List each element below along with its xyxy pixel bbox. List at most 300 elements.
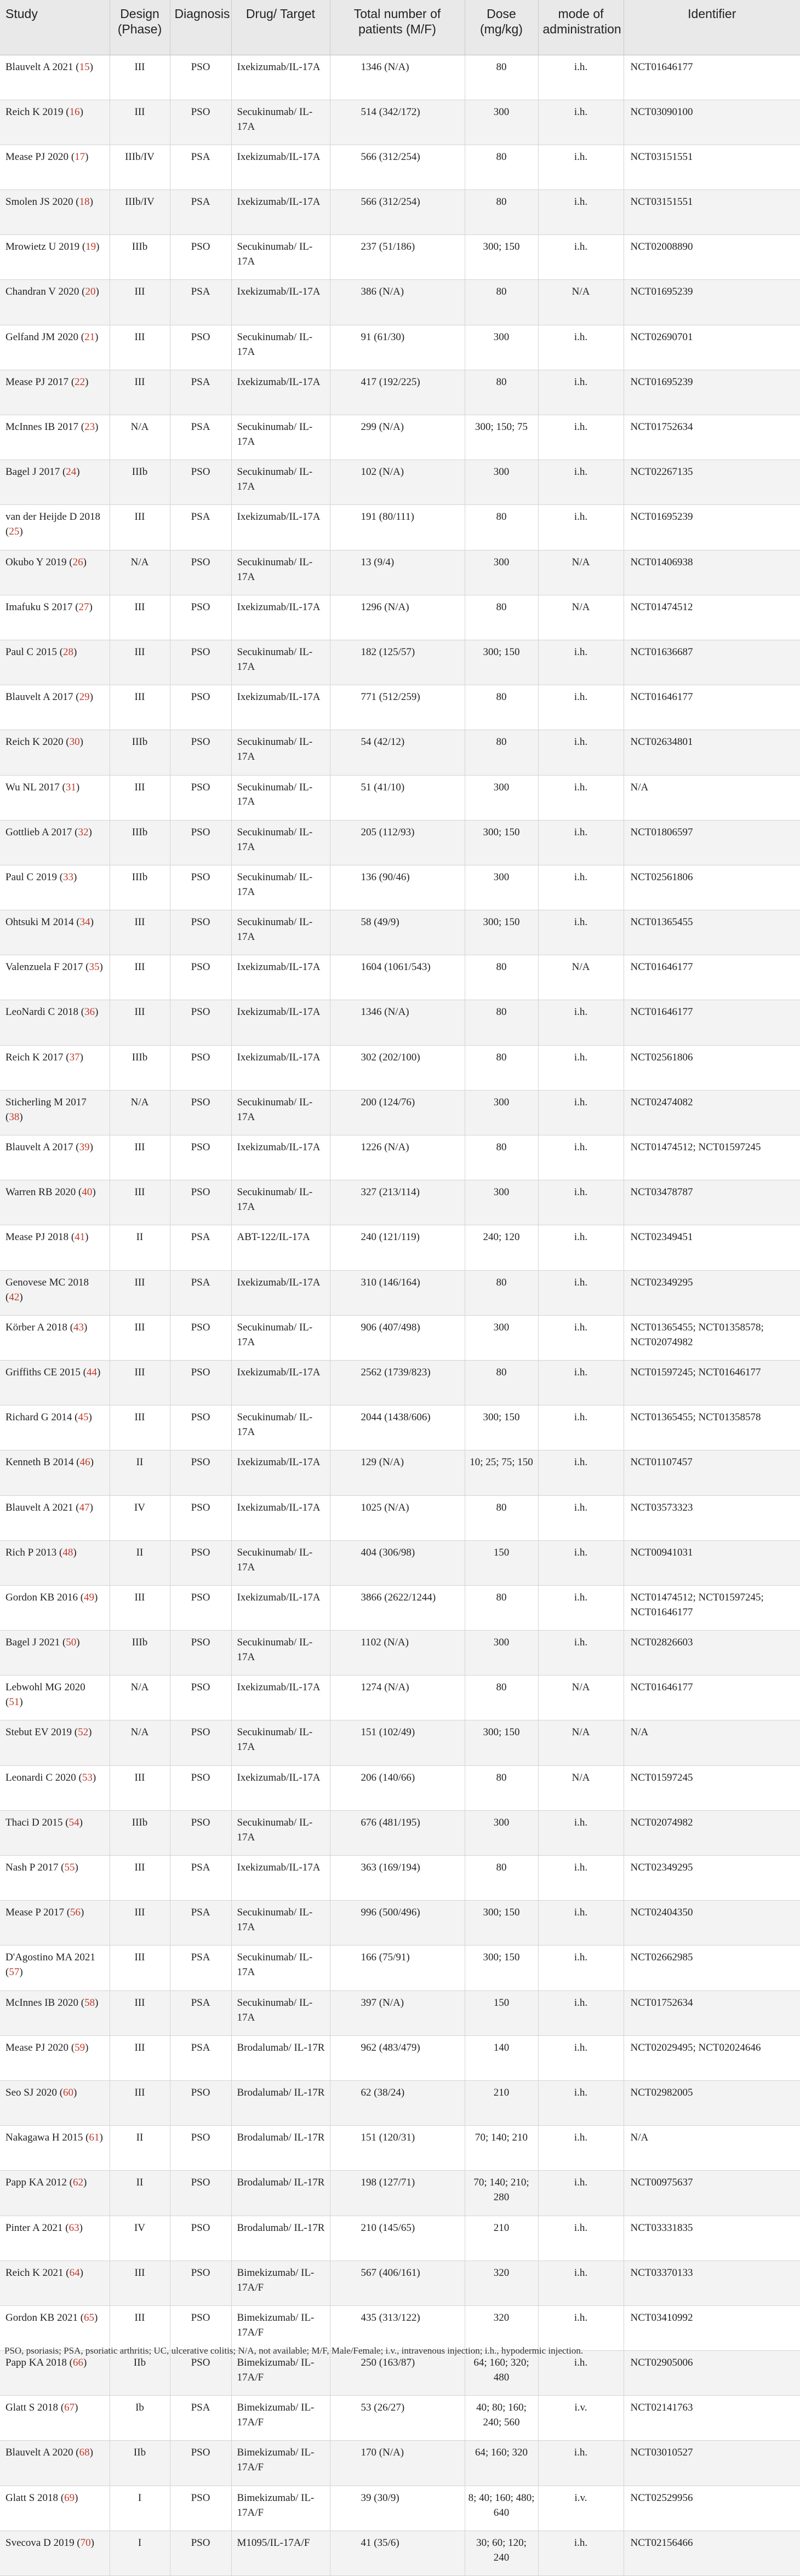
drug-target-cell: Secukinumab/ IL-17A <box>231 235 330 280</box>
administration-mode-cell: i.h. <box>538 1360 624 1405</box>
administration-mode-cell: N/A <box>538 1676 624 1720</box>
drug-target-cell: Secukinumab/ IL-17A <box>231 550 330 595</box>
study-name: Blauvelt A 2017 <box>5 1141 73 1153</box>
reference-link[interactable]: 66 <box>72 2357 83 2369</box>
total-patients-cell: 417 (192/225) <box>330 370 465 415</box>
administration-mode-cell: i.h. <box>538 145 624 190</box>
reference-link[interactable]: 42 <box>9 1291 20 1303</box>
identifier-cell: NCT01474512; NCT01597245; NCT01646177 <box>624 1585 800 1630</box>
table-row <box>0 1045 800 1090</box>
study-cell: McInnes IB 2020 (58) <box>0 1990 110 2035</box>
design-cell: III <box>110 505 170 550</box>
study-name: Körber A 2018 <box>5 1321 67 1333</box>
total-patients-cell: 200 (124/76) <box>330 1090 465 1135</box>
total-patients-cell: 906 (407/498) <box>330 1315 465 1360</box>
study-name: Imafuku S 2017 <box>5 601 73 613</box>
identifier-cell: NCT02905006 <box>624 2351 800 2396</box>
identifier-cell: NCT01646177 <box>624 1676 800 1720</box>
reference-link[interactable]: 41 <box>75 1231 85 1243</box>
diagnosis-cell: PSA <box>170 1270 231 1315</box>
table-row <box>0 820 800 865</box>
study-cell: Rich P 2013 (48) <box>0 1540 110 1585</box>
identifier-cell: NCT02156466 <box>624 2531 800 2575</box>
dose-cell: 210 <box>465 2080 538 2125</box>
administration-mode-cell: i.h. <box>538 2171 624 2216</box>
drug-target-cell: Ixekizumab/IL-17A <box>231 685 330 730</box>
diagnosis-cell: PSO <box>170 1765 231 1810</box>
reference-link[interactable]: 18 <box>79 196 90 208</box>
reference-link[interactable]: 48 <box>62 1546 73 1558</box>
reference-link[interactable]: 38 <box>9 1111 20 1123</box>
study-name: Warren RB 2020 <box>5 1186 76 1198</box>
reference-link[interactable]: 39 <box>79 1141 90 1153</box>
table-row <box>0 1901 800 1946</box>
identifier-cell: NCT03370133 <box>624 2261 800 2305</box>
design-cell: III <box>110 955 170 1000</box>
table-row <box>0 370 800 415</box>
design-cell: IIIb/IV <box>110 145 170 190</box>
dose-cell: 300 <box>465 1810 538 1855</box>
study-cell: Ohtsuki M 2014 (34) <box>0 910 110 955</box>
drug-target-cell: Ixekizumab/IL-17A <box>231 955 330 1000</box>
total-patients-cell: 53 (26/27) <box>330 2396 465 2441</box>
study-cell: Imafuku S 2017 (27) <box>0 595 110 640</box>
study-cell: Lebwohl MG 2020 (51) <box>0 1676 110 1720</box>
identifier-cell: NCT03010527 <box>624 2441 800 2486</box>
table-row <box>0 1631 800 1676</box>
study-name: Lebwohl MG 2020 <box>5 1682 85 1694</box>
reference-link[interactable]: 36 <box>84 1006 95 1018</box>
administration-mode-cell: i.h. <box>538 1315 624 1360</box>
reference-link[interactable]: 16 <box>69 106 80 118</box>
reference-link[interactable]: 24 <box>66 466 77 478</box>
administration-mode-cell: i.v. <box>538 2396 624 2441</box>
table-row <box>0 1946 800 1990</box>
reference-link[interactable]: 63 <box>68 2222 79 2234</box>
study-cell: Leonardi C 2020 (53) <box>0 1765 110 1810</box>
drug-target-cell: Secukinumab/ IL-17A <box>231 730 330 775</box>
total-patients-cell: 102 (N/A) <box>330 460 465 505</box>
diagnosis-cell: PSO <box>170 2351 231 2396</box>
drug-target-cell: ABT-122/IL-17A <box>231 1225 330 1270</box>
table-row <box>0 1000 800 1045</box>
total-patients-cell: 39 (30/9) <box>330 2486 465 2531</box>
diagnosis-cell: PSO <box>170 910 231 955</box>
identifier-cell: NCT00941031 <box>624 1540 800 1585</box>
administration-mode-cell: i.h. <box>538 1810 624 1855</box>
administration-mode-cell: i.h. <box>538 1135 624 1180</box>
dose-cell: 300 <box>465 550 538 595</box>
administration-mode-cell: i.h. <box>538 820 624 865</box>
design-cell: III <box>110 2035 170 2080</box>
reference-link[interactable]: 47 <box>79 1501 90 1513</box>
total-patients-cell: 1274 (N/A) <box>330 1676 465 1720</box>
administration-mode-cell: i.h. <box>538 1270 624 1315</box>
reference-link[interactable]: 28 <box>63 646 74 658</box>
study-name: Mease P 2017 <box>5 1907 64 1919</box>
total-patients-cell: 62 (38/24) <box>330 2080 465 2125</box>
design-cell: III <box>110 55 170 100</box>
design-cell: III <box>110 2080 170 2125</box>
drug-target-cell: Ixekizumab/IL-17A <box>231 55 330 100</box>
reference-link[interactable]: 17 <box>75 151 85 163</box>
dose-cell: 80 <box>465 280 538 325</box>
study-cell: Reich K 2020 (30) <box>0 730 110 775</box>
dose-cell: 80 <box>465 145 538 190</box>
total-patients-cell: 386 (N/A) <box>330 280 465 325</box>
reference-link[interactable]: 50 <box>66 1637 77 1649</box>
design-cell: III <box>110 595 170 640</box>
identifier-cell: NCT02349451 <box>624 1225 800 1270</box>
reference-link[interactable]: 60 <box>63 2086 74 2098</box>
identifier-cell: NCT02634801 <box>624 730 800 775</box>
administration-mode-cell: i.h. <box>538 1856 624 1901</box>
total-patients-cell: 1346 (N/A) <box>330 1000 465 1045</box>
total-patients-cell: 771 (512/259) <box>330 685 465 730</box>
total-patients-cell: 210 (145/65) <box>330 2216 465 2261</box>
total-patients-cell: 41 (35/6) <box>330 2531 465 2575</box>
total-patients-cell: 1025 (N/A) <box>330 1495 465 1540</box>
administration-mode-cell: i.h. <box>538 370 624 415</box>
reference-link[interactable]: 58 <box>84 1996 95 2009</box>
reference-link[interactable]: 62 <box>72 2177 83 2189</box>
dose-cell: 80 <box>465 1360 538 1405</box>
diagnosis-cell: PSO <box>170 1495 231 1540</box>
drug-target-cell: Secukinumab/ IL-17A <box>231 460 330 505</box>
reference-link[interactable]: 61 <box>89 2132 100 2144</box>
drug-target-cell: Secukinumab/ IL-17A <box>231 1810 330 1855</box>
study-name: Bagel J 2021 <box>5 1637 60 1649</box>
design-cell: III <box>110 1585 170 1630</box>
table-row <box>0 2126 800 2171</box>
study-cell: Nakagawa H 2015 (61) <box>0 2126 110 2171</box>
reference-link[interactable]: 44 <box>86 1366 97 1378</box>
administration-mode-cell: i.h. <box>538 2261 624 2305</box>
drug-target-cell: Secukinumab/ IL-17A <box>231 865 330 910</box>
reference-link[interactable]: 51 <box>9 1696 20 1708</box>
study-name: Nakagawa H 2015 <box>5 2132 83 2144</box>
study-cell: Mrowietz U 2019 (19) <box>0 235 110 280</box>
reference-link[interactable]: 70 <box>80 2537 91 2549</box>
study-name: Mease PJ 2020 <box>5 151 69 163</box>
dose-cell: 80 <box>465 730 538 775</box>
study-cell: Warren RB 2020 (40) <box>0 1180 110 1225</box>
reference-link[interactable]: 64 <box>69 2267 80 2279</box>
total-patients-cell: 1604 (1061/543) <box>330 955 465 1000</box>
reference-link[interactable]: 59 <box>75 2041 85 2053</box>
study-cell: Mease PJ 2020 (17) <box>0 145 110 190</box>
reference-link[interactable]: 69 <box>64 2492 75 2504</box>
total-patients-cell: 182 (125/57) <box>330 640 465 685</box>
identifier-cell: NCT02349295 <box>624 1270 800 1315</box>
identifier-cell: NCT02404350 <box>624 1901 800 1946</box>
reference-link[interactable]: 57 <box>9 1966 20 1978</box>
table-row <box>0 2396 800 2441</box>
identifier-cell: NCT01646177 <box>624 685 800 730</box>
administration-mode-cell: N/A <box>538 1720 624 1765</box>
dose-cell: 300 <box>465 1090 538 1135</box>
reference-link[interactable]: 40 <box>82 1186 93 1198</box>
drug-target-cell: Secukinumab/ IL-17A <box>231 325 330 370</box>
study-cell: van der Heijde D 2018 (25) <box>0 505 110 550</box>
reference-link[interactable]: 29 <box>79 691 90 703</box>
design-cell: IIIb <box>110 865 170 910</box>
study-cell: Mease PJ 2018 (41) <box>0 1225 110 1270</box>
reference-link[interactable]: 43 <box>73 1321 84 1333</box>
study-cell: Papp KA 2018 (66) <box>0 2351 110 2396</box>
reference-link[interactable]: 27 <box>78 601 89 613</box>
reference-link[interactable]: 19 <box>85 241 96 253</box>
total-patients-cell: 327 (213/114) <box>330 1180 465 1225</box>
reference-link[interactable]: 68 <box>79 2447 90 2459</box>
design-cell: III <box>110 1315 170 1360</box>
study-cell: Körber A 2018 (43) <box>0 1315 110 1360</box>
administration-mode-cell: i.h. <box>538 1540 624 1585</box>
drug-target-cell: Ixekizumab/IL-17A <box>231 1765 330 1810</box>
total-patients-cell: 13 (9/4) <box>330 550 465 595</box>
total-patients-cell: 151 (102/49) <box>330 1720 465 1765</box>
reference-link[interactable]: 34 <box>79 916 90 928</box>
reference-link[interactable]: 33 <box>63 871 74 883</box>
diagnosis-cell: PSO <box>170 325 231 370</box>
reference-link[interactable]: 31 <box>65 781 76 793</box>
design-cell: III <box>110 325 170 370</box>
reference-link[interactable]: 22 <box>75 376 85 388</box>
identifier-cell: NCT01365455; NCT01358578 <box>624 1405 800 1450</box>
dose-cell: 300 <box>465 1631 538 1676</box>
identifier-cell: NCT01474512; NCT01597245 <box>624 1135 800 1180</box>
administration-mode-cell: N/A <box>538 550 624 595</box>
diagnosis-cell: PSO <box>170 2305 231 2350</box>
dose-cell: 320 <box>465 2261 538 2305</box>
administration-mode-cell: i.v. <box>538 2486 624 2531</box>
identifier-cell: NCT01365455; NCT01358578; NCT02074982 <box>624 1315 800 1360</box>
study-name: Reich K 2020 <box>5 736 64 748</box>
total-patients-cell: 51 (41/10) <box>330 775 465 820</box>
table-row <box>0 2305 800 2350</box>
study-cell: Glatt S 2018 (69) <box>0 2486 110 2531</box>
table-row <box>0 1856 800 1901</box>
dose-cell: 80 <box>465 1856 538 1901</box>
reference-link[interactable]: 20 <box>85 286 96 298</box>
administration-mode-cell: i.h. <box>538 1000 624 1045</box>
diagnosis-cell: PSO <box>170 2261 231 2305</box>
reference-link[interactable]: 23 <box>84 421 95 433</box>
dose-cell: 80 <box>465 505 538 550</box>
drug-target-cell: Bimekizumab/ IL-17A/F <box>231 2261 330 2305</box>
drug-target-cell: Bimekizumab/ IL-17A/F <box>231 2486 330 2531</box>
administration-mode-cell: i.h. <box>538 1946 624 1990</box>
drug-target-cell: Ixekizumab/IL-17A <box>231 1676 330 1720</box>
total-patients-cell: 129 (N/A) <box>330 1450 465 1495</box>
drug-target-cell: Bimekizumab/ IL-17A/F <box>231 2396 330 2441</box>
study-name: LeoNardi C 2018 <box>5 1006 78 1018</box>
design-cell: I <box>110 2531 170 2575</box>
design-cell: II <box>110 2126 170 2171</box>
reference-link[interactable]: 49 <box>84 1591 95 1603</box>
drug-target-cell: Brodalumab/ IL-17R <box>231 2035 330 2080</box>
drug-target-cell: Bimekizumab/ IL-17A/F <box>231 2441 330 2486</box>
dose-cell: 80 <box>465 1135 538 1180</box>
drug-target-cell: Ixekizumab/IL-17A <box>231 505 330 550</box>
identifier-cell: NCT01107457 <box>624 1450 800 1495</box>
identifier-cell: NCT01806597 <box>624 820 800 865</box>
table-row <box>0 1810 800 1855</box>
header-study: Study <box>0 0 110 55</box>
drug-target-cell: Secukinumab/ IL-17A <box>231 1405 330 1450</box>
dose-cell: 80 <box>465 1270 538 1315</box>
drug-target-cell: Ixekizumab/IL-17A <box>231 370 330 415</box>
administration-mode-cell: N/A <box>538 1765 624 1810</box>
study-name: Paul C 2015 <box>5 646 57 658</box>
reference-link[interactable]: 52 <box>78 1726 89 1739</box>
study-name: Gordon KB 2021 <box>5 2311 78 2323</box>
drug-target-cell: Ixekizumab/IL-17A <box>231 1270 330 1315</box>
drug-target-cell: Secukinumab/ IL-17A <box>231 910 330 955</box>
reference-link[interactable]: 56 <box>70 1907 81 1919</box>
table-row <box>0 145 800 190</box>
identifier-cell: NCT01365455 <box>624 910 800 955</box>
administration-mode-cell: i.h. <box>538 100 624 145</box>
diagnosis-cell: PSO <box>170 865 231 910</box>
reference-link[interactable]: 15 <box>79 61 90 73</box>
study-cell: Glatt S 2018 (67) <box>0 2396 110 2441</box>
study-cell: Nash P 2017 (55) <box>0 1856 110 1901</box>
study-name: Blauvelt A 2020 <box>5 2447 73 2459</box>
administration-mode-cell: i.h. <box>538 325 624 370</box>
reference-link[interactable]: 55 <box>64 1862 75 1873</box>
reference-link[interactable]: 37 <box>69 1051 80 1063</box>
diagnosis-cell: PSO <box>170 1720 231 1765</box>
administration-mode-cell: i.h. <box>538 2035 624 2080</box>
total-patients-cell: 676 (481/195) <box>330 1810 465 1855</box>
diagnosis-cell: PSO <box>170 460 231 505</box>
study-cell: Blauvelt A 2021 (47) <box>0 1495 110 1540</box>
table-row <box>0 865 800 910</box>
diagnosis-cell: PSA <box>170 1901 231 1946</box>
study-name: Paul C 2019 <box>5 871 57 883</box>
table-row <box>0 1540 800 1585</box>
drug-target-cell: Secukinumab/ IL-17A <box>231 1090 330 1135</box>
diagnosis-cell: PSO <box>170 2171 231 2216</box>
table-header-row <box>0 0 800 55</box>
drug-target-cell: Bimekizumab/ IL-17A/F <box>231 2351 330 2396</box>
reference-link[interactable]: 67 <box>64 2402 75 2414</box>
study-cell: McInnes IB 2017 (23) <box>0 415 110 460</box>
identifier-cell: NCT02474082 <box>624 1090 800 1135</box>
study-cell: Thaci D 2015 (54) <box>0 1810 110 1855</box>
study-name: Glatt S 2018 <box>5 2402 59 2414</box>
reference-link[interactable]: 54 <box>68 1816 79 1828</box>
table-row <box>0 2351 800 2396</box>
table-row <box>0 1180 800 1225</box>
diagnosis-cell: PSA <box>170 145 231 190</box>
administration-mode-cell: i.h. <box>538 1225 624 1270</box>
table-row <box>0 2531 800 2575</box>
drug-target-cell: Brodalumab/ IL-17R <box>231 2171 330 2216</box>
design-cell: IIIb <box>110 1810 170 1855</box>
total-patients-cell: 58 (49/9) <box>330 910 465 955</box>
header-diagnosis: Diagnosis <box>170 0 231 55</box>
study-cell: Gelfand JM 2020 (21) <box>0 325 110 370</box>
study-name: Stebut EV 2019 <box>5 1726 72 1739</box>
identifier-cell: NCT03151551 <box>624 190 800 235</box>
diagnosis-cell: PSA <box>170 280 231 325</box>
study-cell: Bagel J 2017 (24) <box>0 460 110 505</box>
table-row <box>0 2441 800 2486</box>
table-row <box>0 1090 800 1135</box>
study-name: Valenzuela F 2017 <box>5 961 83 973</box>
diagnosis-cell: PSO <box>170 820 231 865</box>
dose-cell: 210 <box>465 2216 538 2261</box>
total-patients-cell: 170 (N/A) <box>330 2441 465 2486</box>
study-cell: Mease P 2017 (56) <box>0 1901 110 1946</box>
total-patients-cell: 205 (112/93) <box>330 820 465 865</box>
design-cell: III <box>110 1946 170 1990</box>
design-cell: N/A <box>110 1720 170 1765</box>
table-row <box>0 955 800 1000</box>
study-name: Sticherling M 2017 <box>5 1096 87 1108</box>
diagnosis-cell: PSA <box>170 1225 231 1270</box>
study-name: van der Heijde D 2018 <box>5 511 101 523</box>
table-row <box>0 100 800 145</box>
drug-target-cell: Ixekizumab/IL-17A <box>231 1135 330 1180</box>
diagnosis-cell: PSO <box>170 640 231 685</box>
total-patients-cell: 136 (90/46) <box>330 865 465 910</box>
reference-link[interactable]: 46 <box>79 1456 90 1468</box>
study-name: Glatt S 2018 <box>5 2492 59 2504</box>
dose-cell: 70; 140; 210 <box>465 2126 538 2171</box>
reference-link[interactable]: 35 <box>89 961 100 973</box>
header-design: Design (Phase) <box>110 0 170 55</box>
reference-link[interactable]: 65 <box>84 2311 95 2323</box>
reference-link[interactable]: 30 <box>69 736 80 748</box>
administration-mode-cell: i.h. <box>538 1631 624 1676</box>
study-name: Mease PJ 2018 <box>5 1231 69 1243</box>
reference-link[interactable]: 25 <box>9 526 20 538</box>
total-patients-cell: 566 (312/254) <box>330 145 465 190</box>
reference-link[interactable]: 32 <box>78 826 89 838</box>
dose-cell: 300 <box>465 460 538 505</box>
administration-mode-cell: i.h. <box>538 1180 624 1225</box>
drug-target-cell: Brodalumab/ IL-17R <box>231 2216 330 2261</box>
identifier-cell: NCT01695239 <box>624 370 800 415</box>
diagnosis-cell: PSA <box>170 2396 231 2441</box>
drug-target-cell: Secukinumab/ IL-17A <box>231 1540 330 1585</box>
total-patients-cell: 435 (313/122) <box>330 2305 465 2350</box>
administration-mode-cell: i.h. <box>538 55 624 100</box>
reference-link[interactable]: 53 <box>82 1771 93 1783</box>
reference-link[interactable]: 45 <box>78 1412 89 1424</box>
dose-cell: 80 <box>465 1765 538 1810</box>
total-patients-cell: 191 (80/111) <box>330 505 465 550</box>
study-name: D'Agostino MA 2021 <box>5 1952 95 1964</box>
study-name: Bagel J 2017 <box>5 466 60 478</box>
reference-link[interactable]: 26 <box>72 556 83 568</box>
study-name: Richard G 2014 <box>5 1412 72 1424</box>
identifier-cell: NCT02008890 <box>624 235 800 280</box>
study-cell: Gottlieb A 2017 (32) <box>0 820 110 865</box>
table-row <box>0 1676 800 1720</box>
table-row <box>0 2171 800 2216</box>
total-patients-cell: 1102 (N/A) <box>330 1631 465 1676</box>
dose-cell: 80 <box>465 685 538 730</box>
dose-cell: 300 <box>465 1180 538 1225</box>
administration-mode-cell: i.h. <box>538 2305 624 2350</box>
reference-link[interactable]: 21 <box>84 331 95 343</box>
design-cell: II <box>110 1225 170 1270</box>
study-cell: Paul C 2015 (28) <box>0 640 110 685</box>
